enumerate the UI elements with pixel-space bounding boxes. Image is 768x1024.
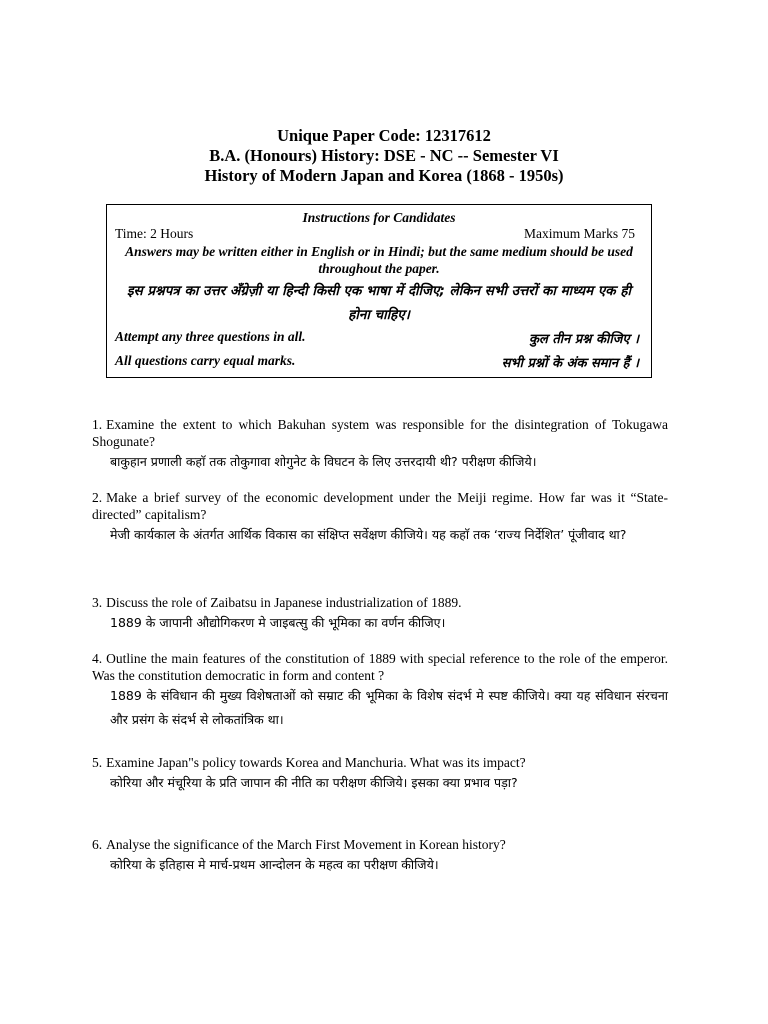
question-1 xyxy=(92,416,668,474)
attempt-instruction-hindi: कुल तीन प्रश्न कीजिए । xyxy=(529,332,639,347)
question-text-english: 1. Examine the extent to which Bakuhan system was responsible for the disintegration of Tokugawa Shogunate? xyxy=(92,417,668,449)
attempt-instruction-english: Attempt any three questions in all. xyxy=(115,329,306,344)
question-text-hindi: 1889 के संविधान की मुख्य विशेषताओं को सम्राट की भूमिका के विशेष संदर्भ मे स्पष्ट कीजिये। क्या यह संविधान संरचना और प्रसंग के संदर्भ से लोकतांत्रिक था। xyxy=(110,688,668,727)
marks-row xyxy=(115,353,639,371)
question-number: 2. xyxy=(92,490,103,505)
question-text-english: 4. Outline the main features of the constitution of 1889 with special reference to the role of the emperor. Was the constitution democratic in form and content ? xyxy=(92,651,668,683)
question-text-hindi: 1889 के जापानी औद्योगिकरण मे जाइबत्सु की भूमिका का वर्णन कीजिए। xyxy=(110,615,446,630)
question-number: 1. xyxy=(92,417,103,432)
time-marks-row xyxy=(115,226,635,242)
question-text-hindi: बाकुहान प्रणाली कहाॅ तक तोकुगावा शोगुनेट के विघटन के लिए उत्तरदायी थी? परीक्षण कीजिये। xyxy=(110,454,537,469)
maximum-marks: Maximum Marks 75 xyxy=(524,226,635,241)
subject-title: History of Modern Japan and Korea (1868 - 1950s) xyxy=(204,166,564,185)
attempt-row xyxy=(115,329,639,347)
question-2 xyxy=(92,489,668,547)
marks-instruction-english: All questions carry equal marks. xyxy=(115,353,296,368)
question-text-english: 3. Discuss the role of Zaibatsu in Japanese industrialization of 1889. xyxy=(92,595,462,610)
paper-header xyxy=(0,126,768,186)
question-text-hindi: कोरिया के इतिहास मे मार्च-प्रथम आन्दोलन के महत्व का परीक्षण कीजिये। xyxy=(110,857,439,872)
medium-instruction-hindi: इस प्रश्नपत्र का उत्तर अँग्रेज़ी या हिन्दी किसी एक भाषा में दीजिए; लेकिन सभी उत्तरों का माध्यम एक ही होना चाहिए। xyxy=(126,283,632,323)
question-text-english: 6. Analyse the significance of the March First Movement in Korean history? xyxy=(92,837,506,852)
course-title: B.A. (Honours) History: DSE - NC -- Semester VI xyxy=(209,146,559,165)
paper-code: Unique Paper Code: 12317612 xyxy=(277,126,491,145)
question-number: 6. xyxy=(92,837,103,852)
marks-instruction-hindi: सभी प्रश्नों के अंक समान हैं । xyxy=(501,356,639,371)
question-text-hindi: मेजी कार्यकाल के अंतर्गत आर्थिक विकास का संक्षिप्त सर्वेक्षण कीजिये। यह कहाॅ तक ‘राज्य निर्देशित’ पूंजीवाद था? xyxy=(110,527,627,542)
question-text-hindi: कोरिया और मंचूरिया के प्रति जापान की नीति का परीक्षण कीजिये। इसका क्या प्रभाव पड़ा? xyxy=(110,775,518,790)
question-6 xyxy=(92,836,668,877)
question-number: 4. xyxy=(92,651,103,666)
question-text-english: 5. Examine Japan"s policy towards Korea and Manchuria. What was its impact? xyxy=(92,755,526,770)
question-number: 3. xyxy=(92,595,103,610)
medium-instruction-english: Answers may be written either in English or in Hindi; but the same medium should be used throughout the paper. xyxy=(125,244,633,276)
question-4 xyxy=(92,650,668,732)
instructions-title: Instructions for Candidates xyxy=(302,210,456,225)
question-3 xyxy=(92,594,668,635)
question-number: 5. xyxy=(92,755,103,770)
question-5 xyxy=(92,754,668,795)
instructions-box xyxy=(106,204,652,378)
time-limit: Time: 2 Hours xyxy=(115,226,194,241)
question-text-english: 2. Make a brief survey of the economic development under the Meiji regime. How far was it “State-directed” capitalism? xyxy=(92,490,668,522)
